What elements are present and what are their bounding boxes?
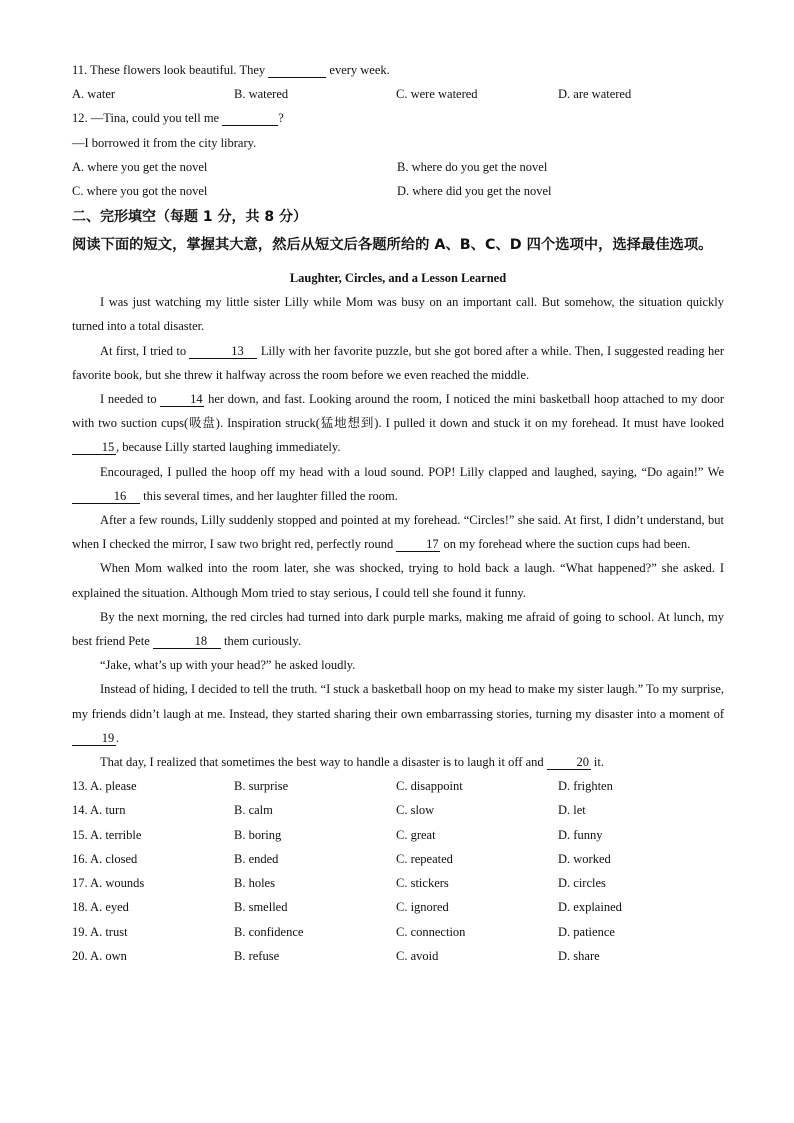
option-d: D. let	[558, 803, 586, 818]
option-b: B. holes	[234, 876, 275, 891]
option-c: C. connection	[396, 924, 466, 939]
cloze-blank-14: 14	[160, 392, 204, 407]
question-11-options	[72, 82, 724, 106]
passage-paragraph: Encouraged, I pulled the hoop off my head with a loud sound. POP! Lilly clapped and laughed, saying, “Do again!” We 16 this several times, and her laughter filled the room.	[72, 460, 724, 508]
cloze-blank-13: 13	[189, 344, 257, 359]
passage-title: Laughter, Circles, and a Lesson Learned	[289, 271, 507, 286]
section-instruction: 阅读下面的短文，掌握其大意，然后从短文后各题所给的 A、B、C、D 四个选项中，选择最佳选项。	[72, 237, 713, 254]
question-12-reply: —I borrowed it from the city library.	[72, 135, 257, 150]
option-c: C. slow	[396, 803, 435, 818]
option-b: B. calm	[234, 803, 273, 818]
option-d: D. funny	[558, 827, 603, 842]
cloze-options-19	[72, 920, 724, 944]
cloze-options-20	[72, 944, 724, 968]
option-c: C. disappoint	[396, 779, 463, 794]
option-b: B. refuse	[234, 948, 280, 963]
cloze-blank-15: 15	[72, 440, 116, 455]
cloze-blank-20: 20	[547, 755, 591, 770]
passage-paragraph: At first, I tried to 13 Lilly with her favorite puzzle, but she got bored after a while. Then, I suggested reading her favorite book, but she threw it halfway across the room before we even reached the middle.	[72, 343, 724, 382]
passage-paragraph: I needed to 14 her down, and fast. Looking around the room, I noticed the mini basketball hoop attached to my door with two suction cups(吸盘). Inspiration struck(猛地想到). I pulled it down and stuck it on my forehead. It must have looked 15 , because Lilly started laughing immediately.	[72, 392, 724, 455]
option-b: B. where do you get the novel	[397, 159, 548, 174]
option-d: D. where did you get the novel	[397, 184, 552, 199]
cloze-options-16	[72, 847, 724, 871]
question-12-stem: 12. —Tina, could you tell me ?	[72, 111, 284, 126]
option-a: 20. A. own	[72, 948, 127, 963]
option-d: D. explained	[558, 900, 622, 915]
cloze-blank-18: 18	[153, 634, 221, 649]
cloze-options-18	[72, 895, 724, 919]
cloze-blank-16: 16	[72, 489, 140, 504]
cloze-options-14	[72, 798, 724, 822]
option-d: D. frighten	[558, 779, 613, 794]
option-c: C. were watered	[396, 87, 478, 102]
passage-paragraph: “Jake, what’s up with your head?” he asked loudly.	[100, 658, 356, 673]
question-12-options-row1	[72, 155, 724, 179]
option-a: 14. A. turn	[72, 803, 126, 818]
cloze-options-17	[72, 871, 724, 895]
option-b: B. smelled	[234, 900, 288, 915]
question-11-stem: 11. These flowers look beautiful. They every week.	[72, 63, 390, 77]
option-a: 19. A. trust	[72, 924, 128, 939]
option-c: C. ignored	[396, 900, 449, 915]
passage-paragraph: That day, I realized that sometimes the best way to handle a disaster is to laugh it off and 20 it.	[100, 755, 604, 770]
option-a: 13. A. please	[72, 779, 137, 794]
question-12-options-row2	[72, 179, 724, 203]
passage-paragraph: When Mom walked into the room later, she was shocked, trying to hold back a laugh. “What happened?” she asked. I explained the situation. Although Mom tried to stay serious, I could tell she found it funny.	[72, 561, 724, 600]
option-d: D. patience	[558, 924, 615, 939]
option-c: C. repeated	[396, 851, 453, 866]
answer-blank	[268, 63, 326, 78]
option-c: C. great	[396, 827, 436, 842]
option-b: B. ended	[234, 851, 279, 866]
option-a: 18. A. eyed	[72, 900, 129, 915]
option-c: C. avoid	[396, 948, 439, 963]
option-d: D. share	[558, 948, 600, 963]
option-b: B. confidence	[234, 924, 304, 939]
option-a: 15. A. terrible	[72, 827, 142, 842]
cloze-blank-17: 17	[396, 537, 440, 552]
passage-paragraph: After a few rounds, Lilly suddenly stopped and pointed at my forehead. “Circles!” she said. At first, I didn’t understand, but when I checked the mirror, I saw two bright red, perfectly round 17 on my forehead where the suction cups had been.	[72, 513, 724, 552]
section-title: 二、完形填空（每题 1 分，共 8 分）	[72, 209, 307, 226]
option-a: 17. A. wounds	[72, 876, 145, 891]
option-a: 16. A. closed	[72, 851, 138, 866]
answer-blank	[222, 111, 278, 126]
cloze-blank-19: 19	[72, 731, 116, 746]
option-d: D. worked	[558, 851, 611, 866]
passage-paragraph: Instead of hiding, I decided to tell the truth. “I stuck a basketball hoop on my head to make my sister laugh.” To my surprise, my friends didn’t laugh at me. Instead, they started sharing their own embarrassing stories, turning my disaster into a moment of 19 .	[72, 682, 724, 745]
cloze-options-13	[72, 774, 724, 798]
exam-page	[72, 58, 724, 968]
option-b: B. boring	[234, 827, 282, 842]
passage-paragraph: By the next morning, the red circles had turned into dark purple marks, making me afraid of going to school. At lunch, my best friend Pete 18 them curiously.	[72, 609, 724, 649]
option-d: D. circles	[558, 876, 606, 891]
cloze-options-15	[72, 823, 724, 847]
option-d: D. are watered	[558, 87, 632, 102]
option-b: B. watered	[234, 87, 289, 102]
option-a: A. water	[72, 87, 116, 102]
option-c: C. where you got the novel	[72, 184, 208, 199]
passage-paragraph: I was just watching my little sister Lilly while Mom was busy on an important call. But somehow, the situation quickly turned into a total disaster.	[72, 295, 724, 334]
option-c: C. stickers	[396, 876, 449, 891]
option-a: A. where you get the novel	[72, 159, 208, 174]
option-b: B. surprise	[234, 779, 289, 794]
